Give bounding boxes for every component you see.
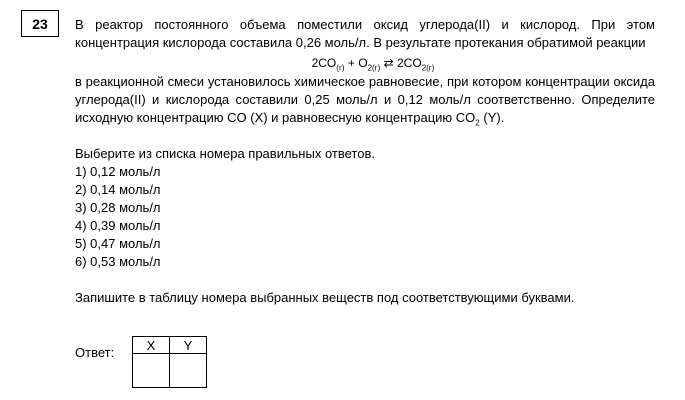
task-number: 23 (32, 15, 48, 32)
reaction-equation (75, 54, 655, 72)
paragraph-2-text: в реакционной смеси установилось химическое равновесие, при котором концентрации оксида углерода(II) и кислорода составили 0,25 моль/л и 0,12 моль/л соответственно. Определите исходную концентрацию CO (X) и равновесную концентрацию CO (75, 74, 655, 125)
eq-reactant1-phase: (г) (336, 63, 345, 73)
options-list (75, 163, 655, 271)
option-item: 4) 0,39 моль/л (75, 218, 161, 233)
option-item: 1) 0,12 моль/л (75, 164, 161, 179)
task-number-box (21, 10, 59, 37)
problem-paragraph-1: В реактор постоянного объема поместили оксид углерода(II) и кислород. При этом концентрация кислорода составила 0,26 моль/л. В результате протекания обратимой реакции (75, 17, 655, 50)
option-item: 2) 0,14 моль/л (75, 182, 161, 197)
paragraph-2-subscript: 2 (475, 118, 480, 128)
paragraph-2-end: (Y). (479, 110, 505, 125)
eq-reactant2: O (358, 56, 368, 70)
answer-header-x: X (133, 337, 170, 354)
answer-header-y: Y (170, 337, 207, 354)
answer-cell-y[interactable] (170, 354, 207, 388)
eq-reactant2-sub: 2(г) (367, 63, 381, 73)
answer-table (132, 336, 207, 388)
answer-cell-x[interactable] (133, 354, 170, 388)
choose-instruction: Выберите из списка номера правильных ответов. (75, 146, 375, 161)
eq-reactant1: 2CO (311, 56, 337, 70)
answer-label: Ответ: (75, 345, 115, 360)
eq-plus: + (344, 56, 359, 70)
task-content (75, 16, 655, 307)
eq-product-sub: 2(г) (421, 63, 435, 73)
problem-paragraph-2 (75, 73, 655, 127)
eq-arrow: ⇄ (380, 56, 397, 70)
option-item: 3) 0,28 моль/л (75, 200, 161, 215)
table-instruction: Запишите в таблицу номера выбранных веществ под соответствующими буквами. (75, 290, 575, 305)
option-item: 6) 0,53 моль/л (75, 254, 161, 269)
eq-product: 2CO (397, 56, 422, 70)
answer-section (75, 336, 475, 396)
option-item: 5) 0,47 моль/л (75, 236, 161, 251)
